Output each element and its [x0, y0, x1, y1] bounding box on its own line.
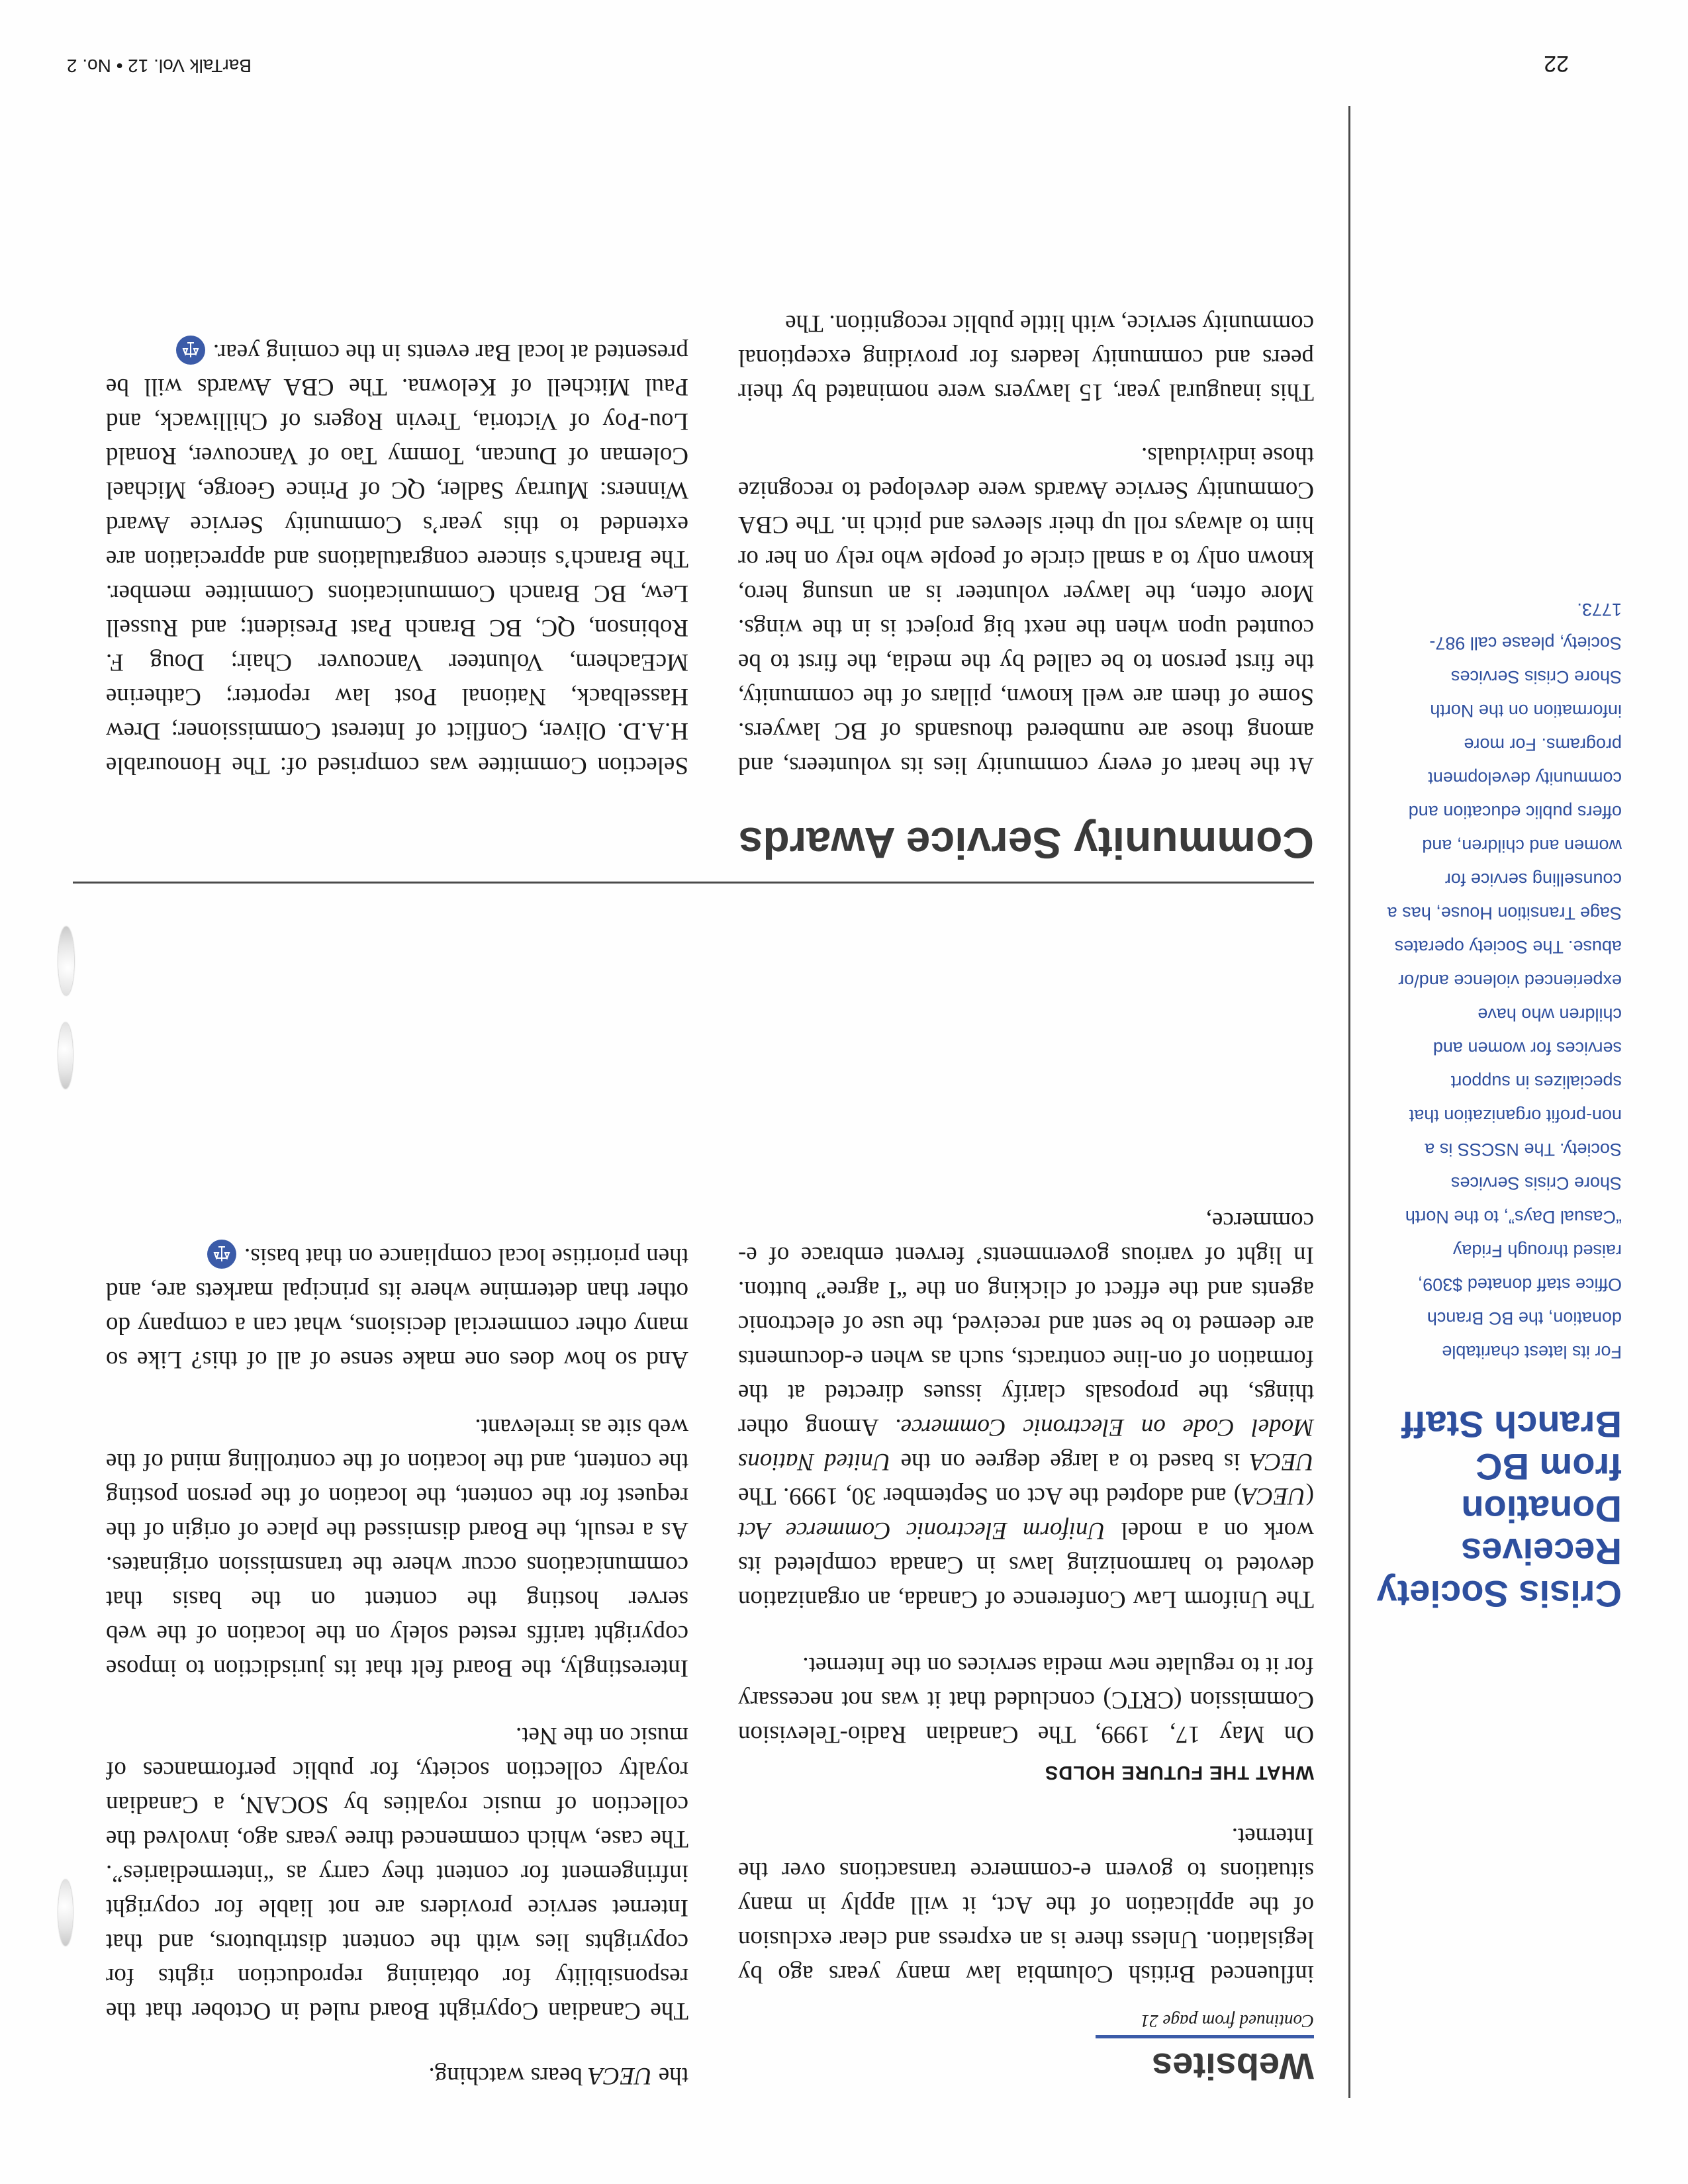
paragraph: influenced British Columbia law many years ago by legislation. Unless there is an express and clear exclusion of the application of the Act, it will apply in many situations to govern e-commerce transactions over the Internet. [738, 1823, 1314, 1987]
sidebar-line: Office staff donated $309, [1417, 1275, 1622, 1295]
paragraph: Interestingly, the Board felt that its jurisdiction to impose copyright tariffs rested solely on the location of the web server hosting the content on the basis that communications occur where the transmission originates. As a result, the Board dismissed the place of origin of the request for the content, the location of the person posting the content, and the location of the controlling mind of the web site as irrelevant. [106, 1414, 688, 1682]
sidebar-line: services for women and [1432, 1038, 1622, 1058]
sidebar-line: Sage Transition House, has a [1387, 903, 1622, 923]
sidebar-line: non-profit organization that [1409, 1106, 1622, 1126]
websites-column-2 [106, 1239, 688, 2093]
sidebar-line: community development [1428, 768, 1622, 788]
paragraph: This inaugural year, 15 lawyers were nominated by their peers and community leaders for providing exceptional community service, with little public recognition. The [738, 310, 1314, 406]
websites-title: Websites [1152, 2046, 1314, 2087]
paragraph: On May 17, 1999, The Canadian Radio-Television Commission (CRTC) concluded that it was not necessary for it to regulate new media services on the Internet. [738, 1652, 1314, 1748]
sidebar-title [1370, 1403, 1622, 1615]
sidebar-title-line: Branch Staff [1401, 1404, 1622, 1445]
closing-text: And so how does one make sense of all of this? Like so many other commercial decisions, what can a company do other than determine where its principal markets are, and then prioritise local compliance on that basis. [106, 1243, 688, 1373]
sidebar-title-line: from BC [1476, 1446, 1622, 1488]
sidebar-line: counselling service for [1444, 870, 1622, 889]
binder-hole-middle [58, 1023, 73, 1089]
binder-hole-bottom [58, 1880, 73, 1946]
sidebar-title-line: Donation [1461, 1488, 1622, 1530]
sidebar-title-line: Crisis Society [1376, 1573, 1622, 1615]
sidebar-divider [1348, 106, 1350, 2098]
awards-text: Selection Committee was comprised of: The Honourable H.A.D. Oliver, Conflict of Interest Commissioner; Drew Hasselback, National Post law reporter; Catherine McEachern, Volunteer Vancouver Chair; Doug F. Robinson, QC, BC Branch Past President; and Russell Lew, BC Branch Communications Committee member. The Branch’s sincere congratulations and appreciation are extended to this year’s Community Service Award Winners: Murray Sadler, QC of Prince George, Michael Coleman of Duncan, Tommy Tao of Vancouver, Ronald Lou-Poy of Victoria, Trevin Rogers of Chilliwack, and Paul Mitchell of Kelowna. The CBA Awards will be presented at local Bar events in the coming year. [106, 339, 688, 779]
paragraph [106, 1239, 688, 1377]
sidebar-body [1370, 592, 1622, 1369]
sidebar-line: specializes in support [1450, 1072, 1622, 1092]
awards-divider [73, 882, 1314, 884]
websites-column-1 [738, 1203, 1314, 1991]
sidebar-line: Society, please call 987- [1429, 633, 1622, 653]
paragraph: The Uniform Law Conference of Canada, an organization devoted to harmonizing laws in Canada completed its work on a model Uniform Electronic Commerce Act (UECA) and adopted the Act on September 30, 1999. The UECA is based to a large degree on the United Nations Model Code on Electronic Commerce. Among other things, the proposals clarify issues directed at the formation of on-line contracts, such as when e-documents are deemed to be sent and received, the use of electronic agents and the effect of clicking on the “I agree” button. In light of various governments’ fervent embrace of e-commerce, [738, 1207, 1314, 1613]
awards-column-2 [106, 335, 688, 782]
awards-title: Community Service Awards [738, 819, 1314, 868]
sidebar-line: offers public education and [1408, 802, 1622, 822]
websites-title-rule [1096, 2035, 1314, 2038]
sidebar-line: raised through Friday [1452, 1241, 1622, 1261]
sidebar-line: donation, the BC Branch [1427, 1308, 1622, 1328]
sidebar-line: programs. For more [1464, 735, 1622, 754]
sidebar-line: abuse. The Society operates [1394, 937, 1622, 957]
continued-note: Continued from page 21 [1140, 2011, 1314, 2031]
sidebar-line: experienced violence and/or [1398, 971, 1622, 991]
sidebar [1370, 119, 1622, 1615]
page-number: 22 [1544, 51, 1569, 76]
paragraph: The Canadian Copyright Board ruled in October that the responsibility for obtaining reproduction rights for copyrights lies with the content distributors, and that Internet service providers are not liable for copyright infringement for content they carry as “intermediaries”. The case, which commenced three years ago, involved the collection of music royalties by SOCAN, a Canadian royalty collection society, for public performances of music on the Net. [106, 1722, 688, 2025]
paragraph: At the heart of every community lies its volunteers, and among those are numbered thousands of BC lawyers. Some of them are well known, pillars of the community, the first person to be called by the media, the first to be counted upon when the next big project is in the wings. More often, the lawyer volunteer is an unsung hero, known only to a small circle of people who rely on her or him to always roll up their sleeves and pitch in. The CBA Community Service Awards were developed to recognize those individuals. [738, 442, 1314, 779]
end-mark-icon [176, 336, 205, 365]
end-mark-icon [207, 1240, 236, 1269]
sidebar-line: Society. The NSCSS is a [1425, 1140, 1622, 1160]
sidebar-line: Shore Crisis Services [1450, 1173, 1622, 1193]
subhead-future: WHAT THE FUTURE HOLDS [1044, 1762, 1314, 1783]
paragraph [106, 335, 688, 782]
sidebar-line: Shore Crisis Services [1450, 667, 1622, 687]
sidebar-line: information on the North [1430, 701, 1622, 721]
footer-issue: BarTalk Vol. 12 • No. 2 [66, 56, 252, 76]
sidebar-line: “Casual Days”, to the North [1405, 1207, 1622, 1227]
sidebar-line: children who have [1477, 1005, 1622, 1024]
sidebar-line: women and children, and [1422, 836, 1622, 856]
paragraph: the UECA bears watching. [428, 2062, 688, 2089]
sidebar-line: 1773. [1577, 600, 1622, 619]
sidebar-title-line: Receives [1461, 1531, 1622, 1572]
awards-column-1 [738, 306, 1314, 782]
sidebar-line: For its latest charitable [1442, 1342, 1622, 1362]
